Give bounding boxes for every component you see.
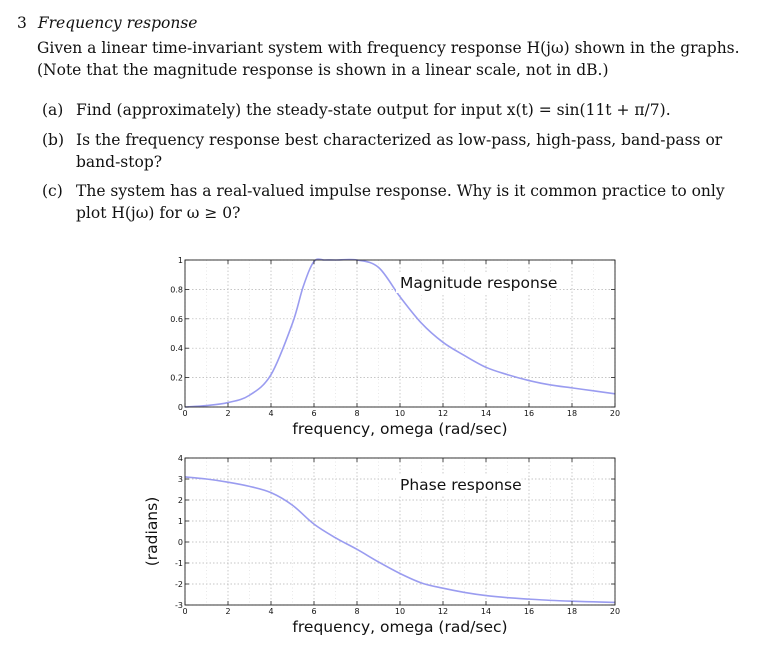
phase-chart	[130, 448, 650, 638]
y-tick-label: 2	[177, 496, 183, 505]
problem-number: 3	[17, 14, 27, 32]
intro-line-1: Given a linear time-invariant system with frequency response H(jω) shown in the graphs.	[37, 39, 740, 57]
y-tick-label: 0.6	[170, 314, 183, 324]
x-tick-label: 8	[354, 607, 360, 616]
chart-title: Magnitude response	[400, 274, 558, 292]
x-tick-label: 4	[268, 409, 274, 418]
x-tick-label: 8	[354, 409, 360, 418]
x-tick-label: 6	[311, 409, 317, 418]
y-tick-label: 0.4	[170, 344, 183, 354]
question-label: (a)	[42, 101, 64, 119]
intro-line-2: (Note that the magnitude response is shown in a linear scale, not in dB.)	[37, 61, 609, 79]
x-tick-label: 10	[394, 409, 406, 418]
question-label: (c)	[42, 182, 63, 200]
question-text-cont: plot H(jω) for ω ≥ 0?	[76, 204, 241, 222]
y-tick-label: 0.2	[170, 373, 183, 383]
question-text: Is the frequency response best characterized as low-pass, high-pass, band-pass or	[76, 131, 723, 149]
x-tick-label: 12	[437, 607, 449, 616]
y-tick-label: 1	[177, 517, 183, 526]
question-label: (b)	[42, 131, 65, 149]
x-axis-label: frequency, omega (rad/sec)	[292, 618, 508, 636]
x-tick-label: 20	[609, 607, 621, 616]
x-tick-label: 6	[311, 607, 317, 616]
problem-heading	[17, 14, 197, 32]
y-tick-label: -2	[175, 580, 183, 589]
y-tick-label: 0.8	[170, 285, 183, 295]
y-tick-label: 0	[177, 403, 183, 412]
chart-title: Phase response	[400, 476, 522, 494]
x-tick-label: 14	[480, 409, 492, 418]
x-tick-label: 4	[268, 607, 274, 616]
x-tick-label: 12	[437, 409, 449, 418]
y-tick-label: -1	[175, 559, 183, 568]
x-tick-label: 16	[523, 607, 535, 616]
x-tick-label: 16	[523, 409, 535, 418]
y-tick-label: 4	[177, 454, 183, 463]
y-tick-label: -3	[175, 601, 183, 610]
x-tick-label: 0	[182, 607, 188, 616]
question-text: The system has a real-valued impulse response. Why is it common practice to only	[76, 182, 725, 200]
x-tick-label: 2	[225, 409, 231, 418]
x-tick-label: 14	[480, 607, 492, 616]
y-axis-label: (radians)	[143, 496, 161, 567]
y-tick-label: 0	[177, 538, 183, 547]
y-tick-label: 3	[177, 475, 183, 484]
x-tick-label: 0	[182, 409, 188, 418]
magnitude-chart	[130, 250, 650, 440]
x-axis-label: frequency, omega (rad/sec)	[292, 420, 508, 438]
x-tick-label: 20	[609, 409, 621, 418]
x-tick-label: 10	[394, 607, 406, 616]
problem-title: Frequency response	[37, 14, 198, 32]
problem-intro	[37, 37, 757, 81]
question-text: Find (approximately) the steady-state output for input x(t) = sin(11t + π/7).	[76, 101, 671, 119]
x-tick-label: 18	[566, 409, 578, 418]
x-tick-label: 2	[225, 607, 231, 616]
y-tick-label: 1	[177, 256, 183, 265]
x-tick-label: 18	[566, 607, 578, 616]
question-text-cont: band-stop?	[76, 153, 163, 171]
